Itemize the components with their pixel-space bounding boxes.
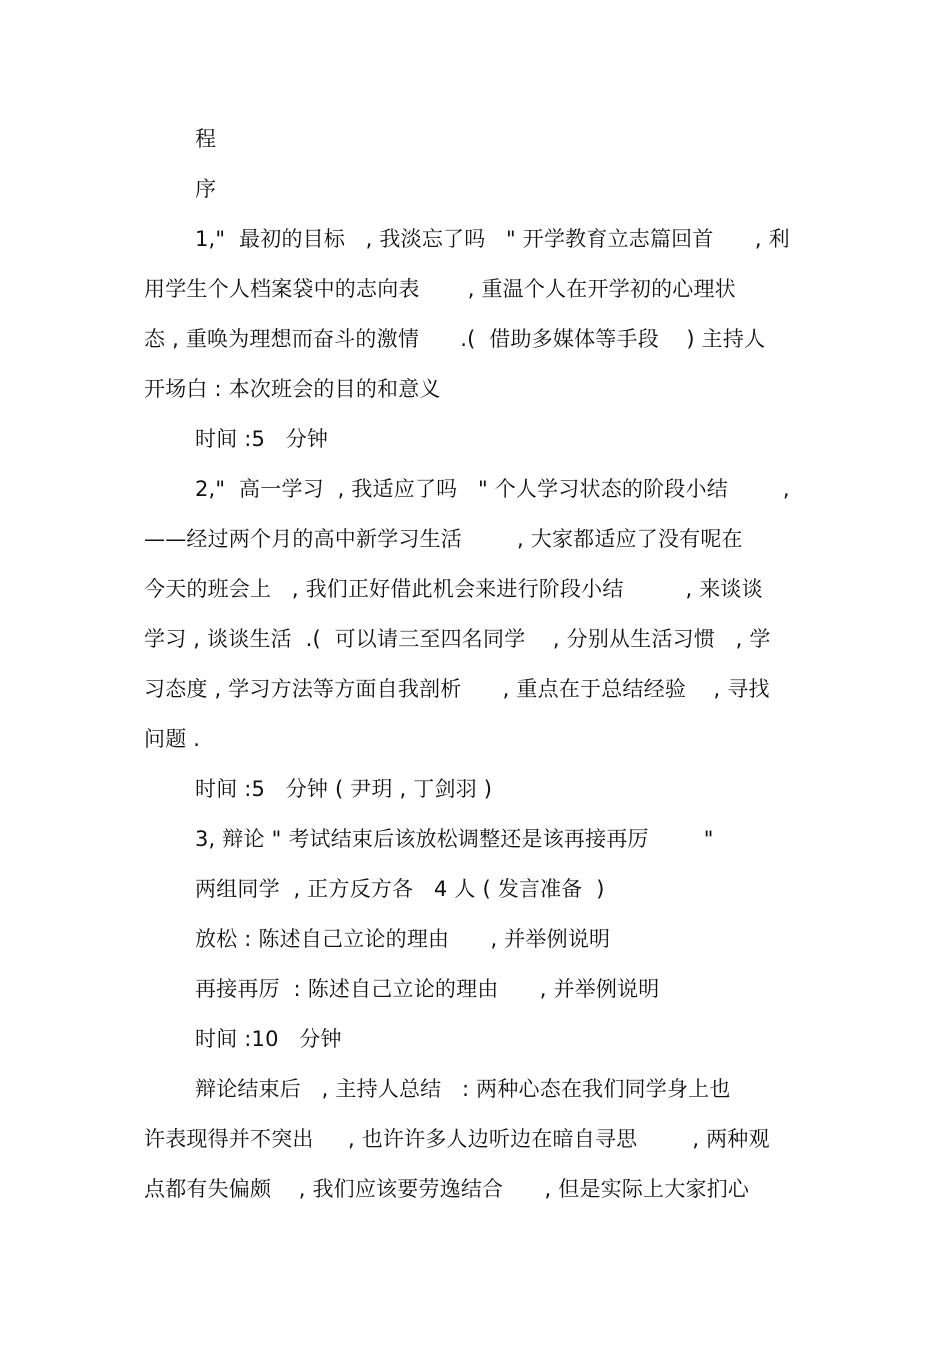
text-line: 习态度 , 学习方法等方面自我剖析 , 重点在于总结经验 , 寻找 xyxy=(144,677,770,701)
text-line: 辩论结束后 , 主持人总结 : 两种心态在我们同学身上也 xyxy=(195,1077,731,1101)
text-line: 时间 :5 分钟 xyxy=(195,427,329,451)
text-line: 3, 辩论 " 考试结束后该放松调整还是该再接再厉 " xyxy=(195,827,714,851)
text-line: 放松 : 陈述自己立论的理由 , 并举例说明 xyxy=(195,927,611,951)
text-line: 时间 :10 分钟 xyxy=(195,1027,342,1051)
text-line: 今天的班会上 , 我们正好借此机会来进行阶段小结 , 来谈谈 xyxy=(144,577,763,601)
text-line: 再接再厉 : 陈述自己立论的理由 , 并举例说明 xyxy=(195,977,660,1001)
text-line: 时间 :5 分钟 ( 尹玥 , 丁剑羽 ) xyxy=(195,777,493,801)
text-line: 程 xyxy=(195,127,217,151)
text-line: 态 , 重唤为理想而奋斗的激情 .( 借助多媒体等手段 ) 主持人 xyxy=(144,327,766,351)
text-line: 1," 最初的目标 , 我淡忘了吗 " 开学教育立志篇回首 , 利 xyxy=(195,227,790,251)
text-line: 开场白 : 本次班会的目的和意义 xyxy=(144,377,441,401)
text-line: 学习 , 谈谈生活 .( 可以请三至四名同学 , 分别从生活习惯 , 学 xyxy=(144,627,771,651)
text-line: 点都有失偏颇 , 我们应该要劳逸结合 , 但是实际上大家扪心 xyxy=(144,1177,750,1201)
text-line: 序 xyxy=(195,177,217,201)
text-line: 2," 高一学习 , 我适应了吗 " 个人学习状态的阶段小结 , xyxy=(195,477,790,501)
text-line: 问题 . xyxy=(144,727,201,751)
text-line: ——经过两个月的高中新学习生活 , 大家都适应了没有呢在 xyxy=(144,527,743,551)
text-line: 许表现得并不突出 , 也许许多人边听边在暗自寻思 , 两种观 xyxy=(144,1127,770,1151)
text-line: 用学生个人档案袋中的志向表 , 重温个人在开学初的心理状 xyxy=(144,277,736,301)
text-line: 两组同学 , 正方反方各 4 人 ( 发言准备 ) xyxy=(195,877,605,901)
